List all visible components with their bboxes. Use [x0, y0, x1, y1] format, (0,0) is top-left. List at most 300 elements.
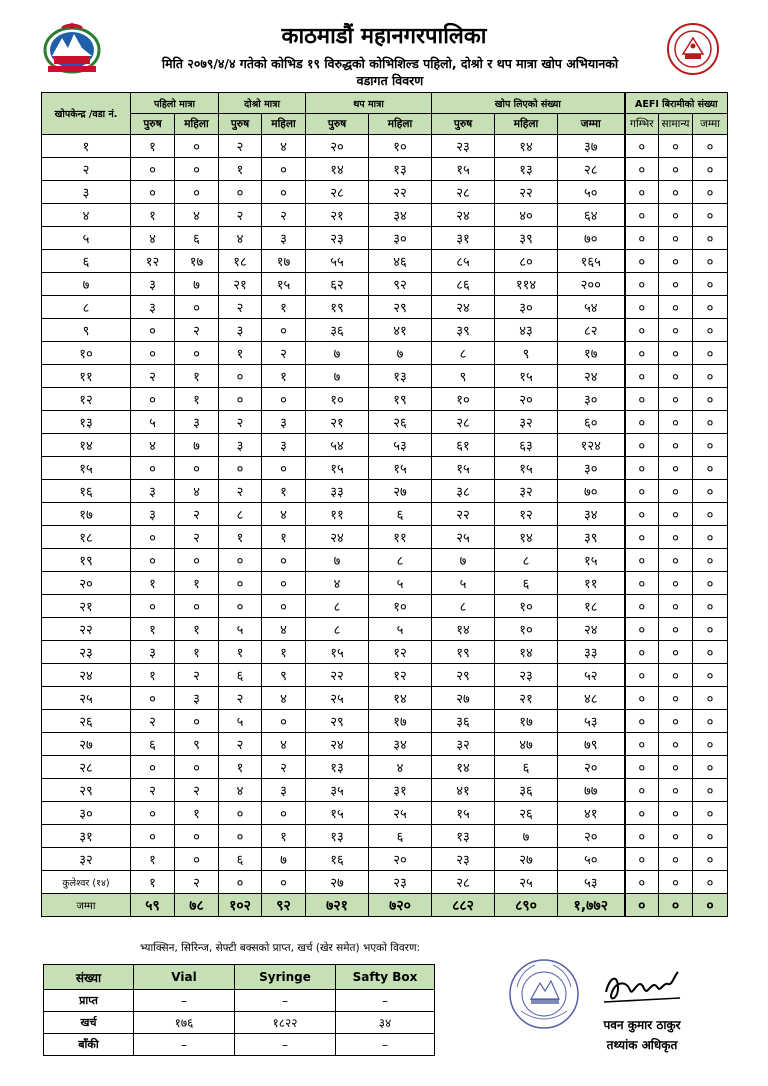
table-cell: ६ — [495, 756, 558, 779]
ward-label-cell: १५ — [42, 457, 131, 480]
table-cell: ० — [659, 526, 693, 549]
table-cell: १ — [175, 618, 219, 641]
table-cell: ३९ — [495, 227, 558, 250]
ward-label-cell: २४ — [42, 664, 131, 687]
table-cell: ० — [625, 365, 659, 388]
supply-cell: – — [336, 990, 435, 1012]
table-cell: ० — [175, 756, 219, 779]
table-cell: २ — [131, 710, 175, 733]
table-cell: १४ — [432, 618, 495, 641]
table-cell: ९२ — [369, 273, 432, 296]
table-cell: ० — [625, 273, 659, 296]
table-cell: १६ — [306, 848, 369, 871]
table-cell: ० — [131, 595, 175, 618]
table-cell: ० — [625, 250, 659, 273]
table-row — [42, 687, 728, 710]
table-cell: ० — [175, 342, 219, 365]
table-cell: ० — [131, 457, 175, 480]
table-cell: ० — [659, 687, 693, 710]
table-cell: ० — [659, 871, 693, 894]
table-cell: १ — [175, 572, 219, 595]
table-cell: २४ — [306, 526, 369, 549]
table-cell: ३४ — [369, 733, 432, 756]
table-cell: ० — [219, 549, 262, 572]
table-cell: ११ — [369, 526, 432, 549]
table-cell: १३ — [369, 158, 432, 181]
table-cell: ० — [262, 388, 306, 411]
ward-label-cell: २१ — [42, 595, 131, 618]
table-cell: ० — [175, 825, 219, 848]
table-cell: ० — [693, 802, 728, 825]
table-row — [42, 480, 728, 503]
table-cell: १ — [262, 526, 306, 549]
table-cell: १९ — [432, 641, 495, 664]
subheader-total: जम्मा — [558, 114, 625, 135]
table-cell: ५ — [432, 572, 495, 595]
table-row — [42, 411, 728, 434]
table-row — [42, 273, 728, 296]
table-cell: ० — [693, 181, 728, 204]
table-cell: १० — [432, 388, 495, 411]
table-cell: ३४ — [558, 503, 625, 526]
table-cell: २३ — [432, 135, 495, 158]
table-cell: १ — [131, 204, 175, 227]
table-cell: १४ — [432, 756, 495, 779]
ward-label-cell: ११ — [42, 365, 131, 388]
table-cell: १ — [175, 641, 219, 664]
table-row — [42, 848, 728, 871]
table-cell: ० — [625, 779, 659, 802]
table-cell: ८ — [306, 618, 369, 641]
supply-header-cell: Vial — [134, 965, 235, 990]
table-cell: ० — [625, 342, 659, 365]
table-cell: ८ — [495, 549, 558, 572]
table-cell: २०० — [558, 273, 625, 296]
table-row — [42, 595, 728, 618]
table-cell: ३९ — [432, 319, 495, 342]
table-cell: २४ — [306, 733, 369, 756]
table-cell: ५ — [219, 710, 262, 733]
table-cell: ० — [219, 457, 262, 480]
table-cell: ३३ — [558, 641, 625, 664]
table-cell: २६ — [495, 802, 558, 825]
table-cell: ३० — [369, 227, 432, 250]
table-cell: १ — [219, 756, 262, 779]
table-cell: २१ — [495, 687, 558, 710]
table-cell: ० — [693, 319, 728, 342]
table-cell: २१ — [306, 204, 369, 227]
ward-label-cell: ५ — [42, 227, 131, 250]
table-cell: १४ — [369, 687, 432, 710]
table-cell: ० — [625, 756, 659, 779]
table-cell: ८५ — [432, 250, 495, 273]
table-cell: १७ — [262, 250, 306, 273]
table-row — [42, 204, 728, 227]
table-row — [42, 434, 728, 457]
table-cell: ४ — [262, 135, 306, 158]
table-cell: २ — [219, 135, 262, 158]
ward-label-cell: ७ — [42, 273, 131, 296]
table-cell: ७ — [306, 365, 369, 388]
table-cell: ० — [693, 756, 728, 779]
subheader-male: पुरुष — [219, 114, 262, 135]
table-cell: ० — [693, 250, 728, 273]
table-cell: ४ — [219, 227, 262, 250]
table-cell: १५ — [306, 641, 369, 664]
table-cell: १५ — [495, 457, 558, 480]
table-cell: १ — [219, 641, 262, 664]
table-cell: ० — [659, 848, 693, 871]
table-cell: २० — [306, 135, 369, 158]
table-cell: १५ — [306, 802, 369, 825]
table-cell: २१ — [219, 273, 262, 296]
ward-label-cell: ४ — [42, 204, 131, 227]
ward-vaccination-table — [41, 92, 728, 917]
table-cell: २३ — [369, 871, 432, 894]
table-cell: २३ — [432, 848, 495, 871]
table-cell: ८२ — [558, 319, 625, 342]
table-cell: ० — [625, 710, 659, 733]
totals-label: जम्मा — [42, 894, 131, 917]
table-cell: ० — [659, 756, 693, 779]
table-cell: २ — [219, 411, 262, 434]
table-cell: ० — [625, 296, 659, 319]
ward-label-cell: ९ — [42, 319, 131, 342]
table-cell: १५ — [495, 365, 558, 388]
table-cell: १५ — [432, 158, 495, 181]
table-cell: ० — [262, 802, 306, 825]
table-cell: १० — [369, 135, 432, 158]
table-cell: ० — [693, 434, 728, 457]
supply-cell: – — [134, 1034, 235, 1056]
table-cell: ० — [693, 388, 728, 411]
ward-label-cell: ८ — [42, 296, 131, 319]
table-cell: ० — [659, 411, 693, 434]
page-subtitle — [130, 55, 650, 89]
supply-row — [44, 1034, 435, 1056]
supply-label-cell: प्राप्त — [44, 990, 134, 1012]
table-cell: २७ — [495, 848, 558, 871]
table-cell: ३ — [131, 273, 175, 296]
table-cell: ० — [175, 296, 219, 319]
table-cell: ८६ — [432, 273, 495, 296]
table-cell: ० — [131, 319, 175, 342]
table-cell: ० — [693, 227, 728, 250]
table-cell: १ — [175, 802, 219, 825]
table-cell: ० — [219, 595, 262, 618]
table-cell: ० — [219, 181, 262, 204]
table-cell: ० — [693, 135, 728, 158]
totals-cell: ७२१ — [306, 894, 369, 917]
table-cell: ७० — [558, 227, 625, 250]
ward-label-cell: ६ — [42, 250, 131, 273]
table-cell: ० — [693, 848, 728, 871]
table-cell: ७० — [558, 480, 625, 503]
table-cell: ० — [219, 871, 262, 894]
table-cell: २४ — [558, 618, 625, 641]
table-cell: २७ — [306, 871, 369, 894]
table-cell: ३० — [558, 388, 625, 411]
supply-title: भ्याक्सिन, सिरिन्ज, सेफ्टी बक्सको प्राप्त, खर्च (खेर समेत) भएको विवरण: — [140, 942, 421, 954]
ward-label-cell: २३ — [42, 641, 131, 664]
table-cell: ६ — [219, 664, 262, 687]
table-row — [42, 733, 728, 756]
table-cell: ७ — [369, 342, 432, 365]
ward-label-cell: १ — [42, 135, 131, 158]
table-row — [42, 664, 728, 687]
table-cell: १० — [306, 388, 369, 411]
table-row — [42, 365, 728, 388]
table-row — [42, 296, 728, 319]
table-cell: ० — [659, 434, 693, 457]
table-cell: १२ — [131, 250, 175, 273]
table-cell: ४० — [495, 204, 558, 227]
table-cell: २० — [495, 388, 558, 411]
table-cell: १५ — [432, 802, 495, 825]
table-cell: २८ — [432, 871, 495, 894]
table-cell: ११ — [306, 503, 369, 526]
table-cell: ३४ — [369, 204, 432, 227]
ward-label-cell: २० — [42, 572, 131, 595]
table-cell: ५२ — [558, 664, 625, 687]
table-cell: १४ — [306, 158, 369, 181]
table-cell: ० — [175, 457, 219, 480]
table-cell: ० — [131, 158, 175, 181]
subheader-female: महिला — [369, 114, 432, 135]
table-cell: ३ — [219, 319, 262, 342]
table-cell: ० — [625, 434, 659, 457]
table-row — [42, 710, 728, 733]
table-cell: ३ — [262, 411, 306, 434]
table-cell: ६ — [495, 572, 558, 595]
table-cell: ० — [693, 503, 728, 526]
table-cell: ० — [659, 273, 693, 296]
table-cell: ० — [175, 710, 219, 733]
table-row — [42, 342, 728, 365]
table-cell: ० — [693, 457, 728, 480]
table-cell: ० — [175, 135, 219, 158]
table-cell: २ — [175, 664, 219, 687]
table-cell: ३७ — [558, 135, 625, 158]
table-cell: २ — [175, 526, 219, 549]
table-cell: ० — [262, 549, 306, 572]
subheader-serious: गम्भिर — [625, 114, 659, 135]
ward-label-cell: ३० — [42, 802, 131, 825]
supply-header-cell: संख्या — [44, 965, 134, 990]
table-cell: ३ — [262, 227, 306, 250]
table-cell: २० — [369, 848, 432, 871]
table-cell: २४ — [432, 296, 495, 319]
table-cell: २२ — [432, 503, 495, 526]
table-cell: ० — [262, 457, 306, 480]
table-cell: २८ — [432, 411, 495, 434]
table-cell: १९ — [369, 388, 432, 411]
ward-label-cell: १४ — [42, 434, 131, 457]
table-cell: ३८ — [432, 480, 495, 503]
table-cell: ० — [219, 365, 262, 388]
totals-cell: ७८ — [175, 894, 219, 917]
supply-table — [43, 964, 435, 1056]
table-row — [42, 388, 728, 411]
table-cell: १ — [262, 480, 306, 503]
table-cell: ३२ — [432, 733, 495, 756]
table-cell: ४ — [175, 204, 219, 227]
table-row — [42, 526, 728, 549]
table-row — [42, 641, 728, 664]
supply-cell: – — [235, 990, 336, 1012]
table-row — [42, 181, 728, 204]
signer-name: पवन कुमार ठाकुर — [603, 1018, 681, 1032]
totals-cell: ० — [693, 894, 728, 917]
table-cell: २ — [175, 503, 219, 526]
table-cell: ५ — [131, 411, 175, 434]
totals-cell: ५९ — [131, 894, 175, 917]
table-cell: २ — [262, 204, 306, 227]
table-cell: १ — [131, 848, 175, 871]
table-cell: २ — [131, 779, 175, 802]
table-cell: ० — [659, 572, 693, 595]
subheader-normal: सामान्य — [659, 114, 693, 135]
table-cell: १ — [131, 871, 175, 894]
table-cell: ० — [175, 595, 219, 618]
table-cell: ९ — [495, 342, 558, 365]
table-cell: २ — [175, 871, 219, 894]
table-cell: ० — [693, 365, 728, 388]
table-cell: ० — [693, 342, 728, 365]
table-cell: ३६ — [306, 319, 369, 342]
table-cell: १५ — [306, 457, 369, 480]
table-cell: १ — [175, 388, 219, 411]
supply-cell: – — [235, 1034, 336, 1056]
subheader-female: महिला — [495, 114, 558, 135]
table-cell: १३ — [306, 825, 369, 848]
table-cell: ७ — [262, 848, 306, 871]
table-row — [42, 250, 728, 273]
table-row — [42, 572, 728, 595]
table-cell: ० — [625, 204, 659, 227]
table-cell: ० — [175, 549, 219, 572]
table-cell: ० — [625, 411, 659, 434]
header-booster-dose: थप मात्रा — [306, 93, 432, 114]
table-cell: ० — [693, 572, 728, 595]
table-cell: १६५ — [558, 250, 625, 273]
table-cell: ० — [262, 595, 306, 618]
table-cell: ० — [625, 871, 659, 894]
subheader-female: महिला — [262, 114, 306, 135]
header-aefi: AEFI बिरामीको संख्या — [625, 93, 728, 114]
subheader-aefi-total: जम्मा — [693, 114, 728, 135]
subheader-male: पुरुष — [432, 114, 495, 135]
table-cell: ३ — [262, 779, 306, 802]
table-cell: ५३ — [369, 434, 432, 457]
table-cell: ४ — [369, 756, 432, 779]
table-cell: २२ — [369, 181, 432, 204]
table-cell: ४ — [262, 618, 306, 641]
table-cell: ० — [175, 158, 219, 181]
table-cell: ३९ — [558, 526, 625, 549]
table-cell: २७ — [369, 480, 432, 503]
table-cell: ८ — [432, 595, 495, 618]
ward-label-cell: २२ — [42, 618, 131, 641]
table-cell: ० — [659, 595, 693, 618]
ward-label-cell: २५ — [42, 687, 131, 710]
table-cell: १५ — [432, 457, 495, 480]
table-cell: ६४ — [558, 204, 625, 227]
table-cell: ५ — [219, 618, 262, 641]
table-cell: ० — [659, 181, 693, 204]
table-cell: ० — [625, 503, 659, 526]
table-cell: ० — [659, 549, 693, 572]
ward-label-cell: १८ — [42, 526, 131, 549]
table-cell: ३ — [175, 687, 219, 710]
table-cell: ० — [693, 664, 728, 687]
ward-label-cell: १९ — [42, 549, 131, 572]
page-title: काठमाडौं महानगरपालिका — [281, 24, 487, 49]
table-cell: ० — [175, 181, 219, 204]
table-cell: ० — [625, 526, 659, 549]
table-cell: ९ — [432, 365, 495, 388]
table-cell: १३ — [369, 365, 432, 388]
ward-label-cell: २८ — [42, 756, 131, 779]
table-cell: ७ — [175, 434, 219, 457]
table-cell: ० — [625, 135, 659, 158]
table-cell: ० — [625, 457, 659, 480]
table-cell: ० — [262, 181, 306, 204]
ward-label-cell: ३२ — [42, 848, 131, 871]
supply-label-cell: खर्च — [44, 1012, 134, 1034]
supply-label-cell: बाँकी — [44, 1034, 134, 1056]
table-cell: ० — [659, 480, 693, 503]
table-cell: ० — [219, 802, 262, 825]
table-cell: १ — [131, 572, 175, 595]
table-cell: ४१ — [369, 319, 432, 342]
table-cell: १० — [369, 595, 432, 618]
table-cell: ० — [625, 733, 659, 756]
table-cell: ८ — [219, 503, 262, 526]
table-cell: ० — [262, 572, 306, 595]
table-cell: ११ — [558, 572, 625, 595]
table-cell: १ — [262, 296, 306, 319]
table-cell: १ — [219, 526, 262, 549]
signer-title: तथ्यांक अधिकृत — [606, 1038, 678, 1052]
table-cell: ० — [659, 388, 693, 411]
table-cell: ० — [625, 802, 659, 825]
signature-icon — [600, 962, 684, 1012]
table-cell: १८ — [558, 595, 625, 618]
table-cell: ४ — [219, 779, 262, 802]
table-cell: ० — [219, 388, 262, 411]
table-cell: ४ — [262, 687, 306, 710]
table-cell: २९ — [306, 710, 369, 733]
table-cell: ४७ — [495, 733, 558, 756]
table-cell: २ — [219, 733, 262, 756]
table-cell: ० — [693, 595, 728, 618]
table-cell: ० — [659, 825, 693, 848]
table-cell: ० — [131, 687, 175, 710]
table-cell: ४ — [262, 733, 306, 756]
totals-cell: १,७७२ — [558, 894, 625, 917]
supply-row — [44, 990, 435, 1012]
table-row — [42, 158, 728, 181]
table-row — [42, 756, 728, 779]
table-cell: ३५ — [306, 779, 369, 802]
subtitle-line-2: वडागत विवरण — [356, 73, 424, 88]
subheader-female: महिला — [175, 114, 219, 135]
table-cell: १२ — [495, 503, 558, 526]
table-cell: ० — [625, 227, 659, 250]
table-cell: ० — [625, 848, 659, 871]
table-cell: २८ — [432, 181, 495, 204]
